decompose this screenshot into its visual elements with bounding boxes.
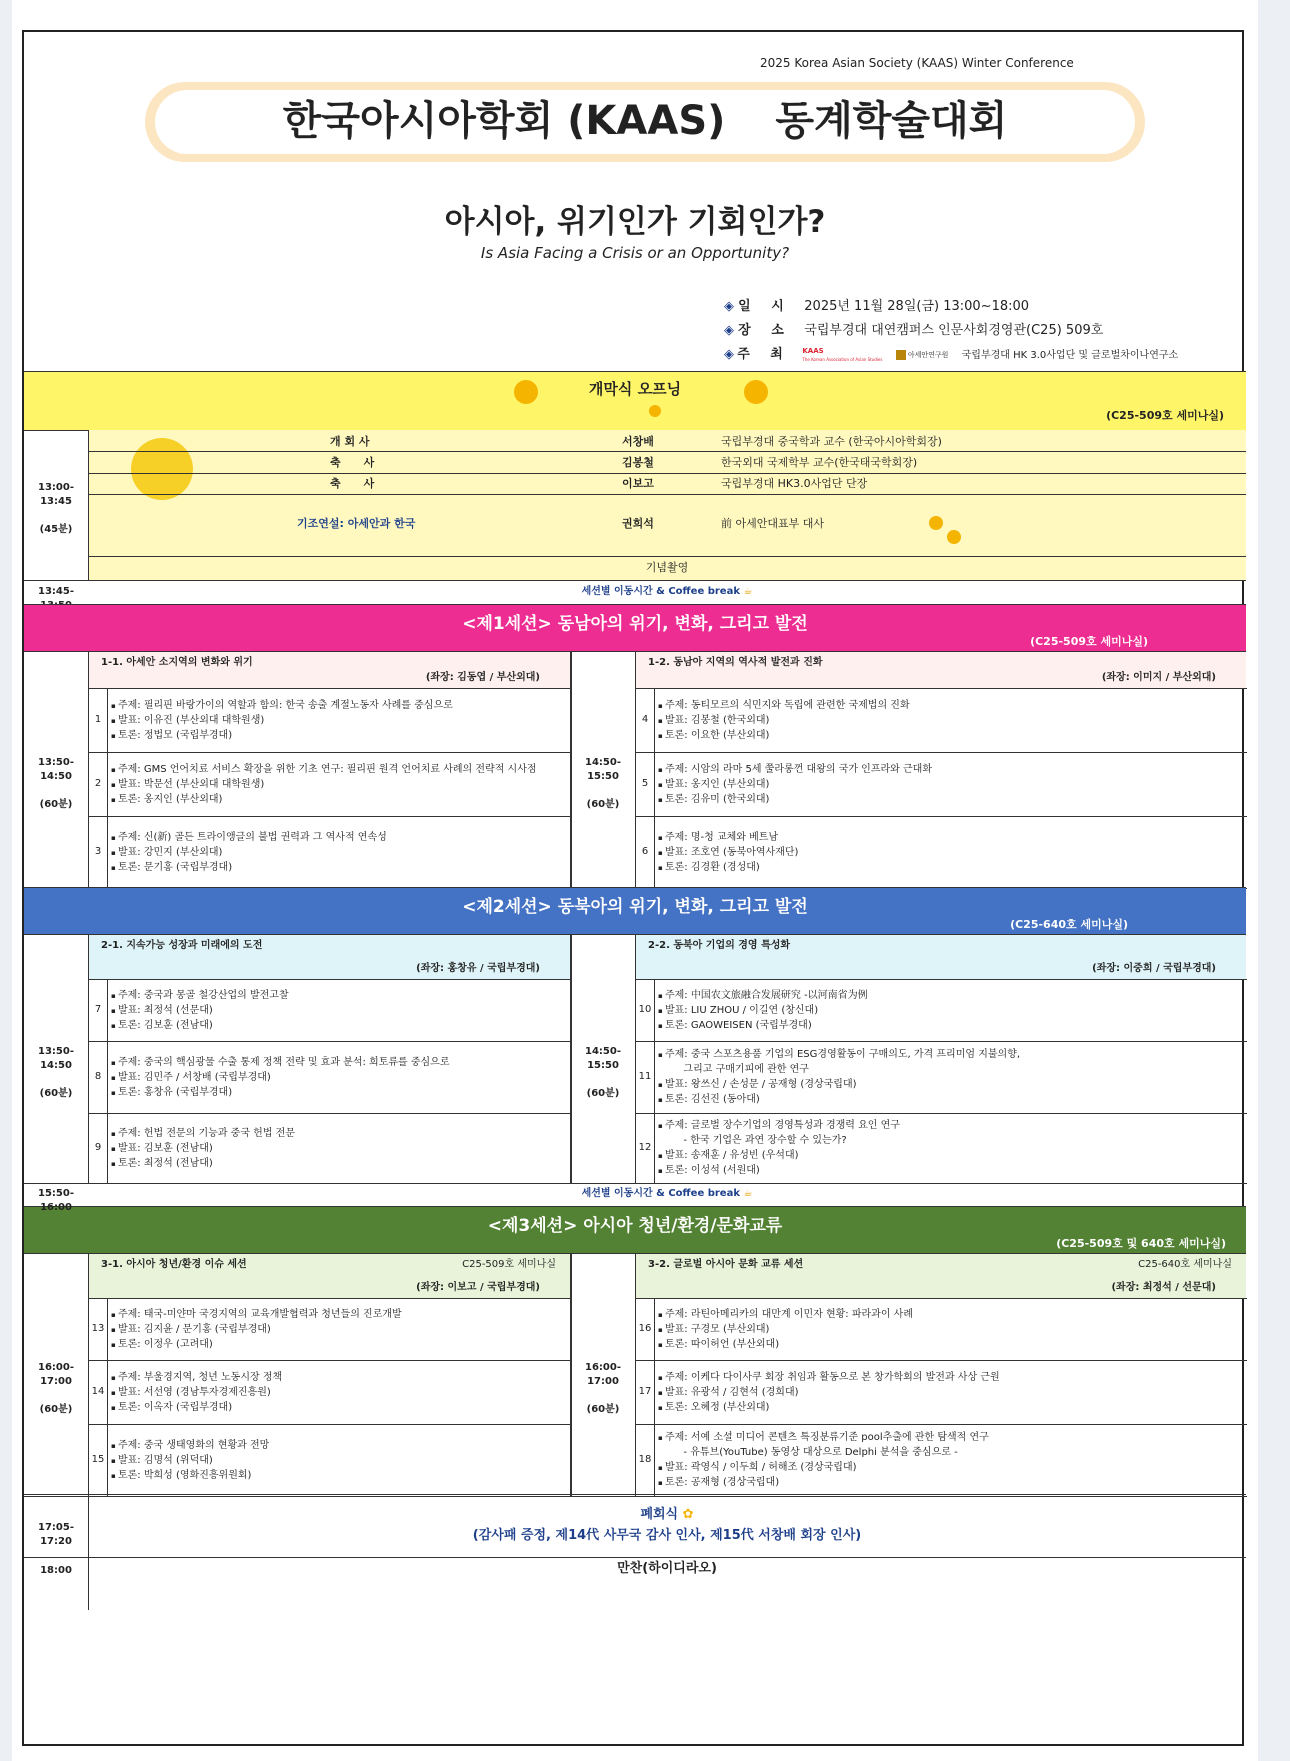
s2-right-track-header [636, 935, 1246, 979]
presentation-line: ▪ 발표: 김민주 / 서창배 (국립부경대) [111, 1071, 271, 1083]
keynote-affiliation: 前 아세안대표부 대사 [721, 517, 825, 530]
s1-right-track-header [636, 652, 1246, 688]
bullet-icon: ▪ [111, 1373, 118, 1382]
bullet-icon: ▪ [658, 1122, 665, 1130]
kaas-logo: KAAS The Korean Association of Asian Studies [802, 346, 883, 362]
diamond-icon: ◈ [724, 299, 734, 314]
track-title: 1-1. 아세안 소지역의 변화와 위기 [101, 657, 253, 668]
bullet-icon: ▪ [111, 1159, 118, 1168]
bullet-icon: ▪ [111, 1058, 118, 1067]
opening-name: 이보고 [622, 477, 654, 490]
sessions-container [24, 32, 1246, 1748]
bullet-icon: ▪ [658, 1310, 665, 1319]
presentation-line: ▪ 발표: 박문선 (부산외대 대학원생) [111, 778, 265, 790]
bullet-icon: ▪ [111, 1088, 118, 1097]
photo-session: 기념촬영 [645, 561, 689, 574]
presentation-line: ▪ 토론: 오혜정 (부산외대) [658, 1401, 770, 1413]
s1-header [24, 604, 1246, 652]
bullet-icon: ▪ [111, 701, 118, 710]
bullet-icon: ▪ [111, 795, 118, 804]
bullet-icon: ▪ [111, 1340, 118, 1349]
s3-right-track-header [636, 1254, 1246, 1298]
flower-icon: ✿ [682, 1507, 694, 1522]
presentation-line: ▪ 발표: 강민지 (부산외대) [111, 846, 223, 858]
conference-english-title: 2025 Korea Asian Society (KAAS) Winter Conference [760, 56, 1074, 70]
presentation-number: 5 [641, 778, 649, 789]
presentation-line: - 유튜브(YouTube) 동영상 대상으로 Delphi 분석을 중심으로 - [658, 1447, 958, 1458]
s3-title: <제3세션> 아시아 청년/환경/문화교류 [487, 1216, 783, 1236]
s1-room: (C25-509호 세미나실) [1030, 635, 1148, 648]
presentation-line: ▪ 주제: 필리핀 바랑가이의 역할과 함의: 한국 송출 계절노동자 사례를 중심으로 [111, 699, 453, 711]
presentation-number: 9 [94, 1142, 102, 1153]
bullet-icon: ▪ [658, 716, 665, 725]
opening-room: (C25-509호 세미나실) [1106, 409, 1224, 422]
opening-name: 서창배 [622, 435, 654, 448]
track-room: C25-640호 세미나실 [1138, 1259, 1232, 1270]
bullet-icon: ▪ [658, 1373, 665, 1382]
presentation-number: 3 [94, 846, 102, 857]
s3-left-track-header [89, 1254, 570, 1298]
presentation-number: 15 [91, 1454, 105, 1465]
presentation-line: ▪ 주제: 이케다 다이사쿠 회장 취임과 활동으로 본 창가학회의 발전과 사상 근원 [658, 1371, 1000, 1383]
track-title: 2-2. 동북아 기업의 경영 특성화 [648, 940, 791, 951]
track-chair: (좌장: 이보고 / 국립부경대) [416, 1282, 540, 1293]
presentation-line: ▪ 토론: 이정우 (고려대) [111, 1338, 213, 1350]
opening-title: 개막식 오프닝 [588, 380, 682, 398]
s1-left-time: 13:50-14:50 (60분) [38, 757, 74, 810]
theme-korean: 아시아, 위기인가 기회인가? [444, 204, 826, 240]
presentation-number: 12 [638, 1142, 652, 1153]
bullet-icon: ▪ [111, 731, 118, 740]
track-chair: (좌장: 이미지 / 부산외대) [1101, 672, 1216, 683]
presentation-line: ▪ 토론: 홍창유 (국립부경대) [111, 1086, 233, 1098]
presentation-line: ▪ 주제: 신(新) 골든 트라이앵글의 불법 권력과 그 역사적 연속성 [111, 831, 387, 843]
opening-role: 개 회 사 [330, 435, 370, 448]
diamond-icon: ◈ [724, 347, 734, 362]
bullet-icon: ▪ [111, 1144, 118, 1153]
s2-title: <제2세션> 동북아의 위기, 변화, 그리고 발전 [462, 897, 808, 917]
bullet-icon: ▪ [658, 1152, 665, 1160]
presentation-line: ▪ 토론: 옹지인 (부산외대) [111, 793, 223, 805]
presentation-line: ▪ 발표: 조호연 (동북아역사재단) [658, 846, 799, 858]
presentation-line: ▪ 발표: 김보훈 (전남대) [111, 1142, 213, 1154]
bullet-icon: ▪ [111, 991, 118, 1000]
presentation-line: ▪ 주제: 글로벌 장수기업의 경영특성과 경쟁력 요인 연구 [658, 1120, 900, 1131]
closing-detail: (감사패 증정, 제14代 사무국 감사 인사, 제15代 서창배 회장 인사) [472, 1528, 862, 1543]
track-chair: (좌장: 이중희 / 국립부경대) [1092, 963, 1216, 974]
keynote-speaker: 권희석 [622, 517, 654, 530]
presentation-number: 1 [94, 714, 102, 725]
presentation-number: 7 [94, 1004, 102, 1015]
presentation-line: ▪ 토론: 이옥자 (국립부경대) [111, 1401, 233, 1413]
info-place: ◈ 장 소 국립부경대 대연캠퍼스 인문사회경영관(C25) 509호 [724, 323, 1104, 338]
theme-english: Is Asia Facing a Crisis or an Opportunity? [480, 244, 790, 262]
presentation-line: ▪ 발표: 최정석 (선문대) [111, 1004, 213, 1016]
track-room: C25-509호 세미나실 [462, 1259, 556, 1270]
bullet-icon: ▪ [658, 1096, 665, 1104]
asean-institute-logo: 아세안연구원 [896, 350, 949, 360]
bullet-icon: ▪ [658, 701, 665, 710]
bullet-icon: ▪ [658, 1479, 665, 1487]
track-chair: (좌장: 김동엽 / 부산외대) [425, 672, 540, 683]
presentation-line: ▪ 주제: 중국 스포츠용품 기업의 ESG경영활동이 구매의도, 가격 프리미엄 지불의향, [658, 1049, 1021, 1060]
banner-title: 한국아시아학회 (KAAS) 동계학술대회 [282, 98, 1008, 144]
presentation-line: ▪ 주제: 라틴아메리카의 대만계 이민자 현황: 파라과이 사례 [658, 1308, 913, 1320]
presentation-line: ▪ 토론: 박희성 (영화진흥위원회) [111, 1469, 252, 1481]
bullet-icon: ▪ [658, 1340, 665, 1349]
bullet-icon: ▪ [111, 863, 118, 872]
s3-left-time: 16:00-17:00 (60분) [38, 1362, 74, 1415]
bullet-icon: ▪ [658, 863, 665, 872]
bullet-icon: ▪ [111, 1073, 118, 1082]
presentation-line: ▪ 발표: 송재훈 / 유성빈 (우석대) [658, 1150, 799, 1161]
presentation-line: ▪ 토론: 김선진 (동아대) [658, 1094, 760, 1105]
presentation-line: ▪ 발표: 이유진 (부산외대 대학원생) [111, 714, 265, 726]
presentation-line: ▪ 토론: 문기홍 (국립부경대) [111, 861, 233, 873]
bullet-icon: ▪ [658, 1021, 665, 1030]
presentation-line: ▪ 토론: 김보훈 (전남대) [111, 1019, 213, 1031]
bullet-icon: ▪ [658, 1167, 665, 1175]
bullet-icon: ▪ [111, 1441, 118, 1450]
dinner-time: 18:00 [40, 1565, 72, 1576]
presentation-line: ▪ 발표: 유광석 / 김현석 (경희대) [658, 1386, 799, 1398]
opening-name: 김봉철 [622, 456, 654, 469]
bullet-icon: ▪ [111, 833, 118, 842]
track-title: 3-1. 아시아 청년/환경 이슈 세션 [101, 1259, 247, 1270]
presentation-number: 17 [638, 1386, 652, 1397]
break1-text: 세션별 이동시간 & Coffee break ☕ [581, 586, 753, 597]
presentation-line: ▪ 주제: 태국-미얀마 국경지역의 교육개발협력과 청년들의 진로개발 [111, 1308, 402, 1320]
coffee-icon: ☕ [743, 1188, 753, 1199]
presentation-line: ▪ 주제: 시암의 라마 5세 쭐라롱껀 대왕의 국가 인프라와 근대화 [658, 763, 932, 775]
closing-title: 폐회식 ✿ [640, 1507, 694, 1522]
presentation-line: ▪ 발표: 서선영 (경남투자경제진흥원) [111, 1386, 271, 1398]
presentation-line: - 한국 기업은 과연 장수할 수 있는가? [658, 1135, 847, 1146]
bullet-icon: ▪ [111, 765, 118, 774]
presentation-line: ▪ 토론: 공재형 (경상국립대) [658, 1477, 780, 1488]
presentation-line: ▪ 토론: 이성석 (서원대) [658, 1165, 760, 1176]
presentation-number: 18 [638, 1454, 652, 1465]
presentation-number: 14 [91, 1386, 105, 1397]
s1-left-track-header [89, 652, 570, 688]
track-title: 1-2. 동남아 지역의 역사적 발전과 진화 [648, 657, 823, 668]
opening-affiliation: 국립부경대 HK3.0사업단 단장 [721, 477, 868, 490]
presentation-line: ▪ 주제: 中国农文旅融合发展研究 -以河南省为例 [658, 989, 868, 1001]
presentation-number: 6 [641, 846, 649, 857]
presentation-line: ▪ 주제: 부울경지역, 청년 노동시장 정책 [111, 1371, 283, 1383]
bullet-icon: ▪ [111, 1403, 118, 1412]
s2-header [24, 887, 1246, 935]
presentation-line: 그리고 구매기피에 관한 연구 [658, 1064, 809, 1075]
track-chair: (좌장: 최정석 / 선문대) [1111, 1282, 1216, 1293]
presentation-number: 8 [94, 1071, 102, 1082]
bullet-icon: ▪ [111, 1456, 118, 1465]
track-title: 3-2. 글로벌 아시아 문화 교류 세션 [648, 1259, 804, 1270]
bullet-icon: ▪ [658, 1081, 665, 1089]
presentation-line: ▪ 발표: 왕쓰신 / 손성문 / 공재형 (경상국립대) [658, 1079, 857, 1090]
presentation-line: ▪ 토론: 김경환 (경성대) [658, 861, 760, 873]
bullet-icon: ▪ [111, 1129, 118, 1138]
bullet-icon: ▪ [658, 833, 665, 842]
diamond-icon: ◈ [724, 323, 734, 338]
opening-affiliation: 한국외대 국제학부 교수(한국태국학회장) [721, 456, 918, 469]
presentation-line: ▪ 발표: 곽영식 / 이두희 / 허해조 (경상국립대) [658, 1462, 857, 1473]
closing-time: 17:05-17:20 [38, 1522, 74, 1547]
presentation-line: ▪ 발표: 김봉철 (한국외대) [658, 714, 770, 726]
presentation-line: ▪ 주제: 동티모르의 식민지와 독립에 관련한 국제법의 진화 [658, 699, 910, 711]
presentation-line: ▪ 주제: 헌법 전문의 기능과 중국 헌법 전문 [111, 1127, 295, 1139]
presentation-number: 4 [641, 714, 649, 725]
s1-title: <제1세션> 동남아의 위기, 변화, 그리고 발전 [462, 614, 808, 634]
presentation-line: ▪ 토론: 김유미 (한국외대) [658, 793, 770, 805]
presentation-line: ▪ 발표: 옹지인 (부산외대) [658, 778, 770, 790]
bullet-icon: ▪ [658, 1464, 665, 1472]
opening-role: 축 사 [330, 456, 375, 469]
bullet-icon: ▪ [111, 1006, 118, 1015]
bullet-icon: ▪ [658, 1403, 665, 1412]
break1-time: 13:45- [38, 586, 74, 597]
presentation-line: ▪ 주제: 중국과 몽골 철강산업의 발전고찰 [111, 989, 289, 1001]
track-chair: (좌장: 홍창유 / 국립부경대) [416, 963, 540, 974]
bullet-icon: ▪ [658, 1434, 665, 1442]
bullet-icon: ▪ [111, 848, 118, 857]
presentation-line: ▪ 발표: 김지윤 / 문기홍 (국립부경대) [111, 1323, 271, 1335]
presentation-line: ▪ 토론: 정법모 (국립부경대) [111, 729, 233, 741]
bullet-icon: ▪ [658, 1325, 665, 1334]
s2-left-time: 13:50-14:50 (60분) [38, 1046, 74, 1099]
program-frame [22, 30, 1244, 1746]
presentation-line: ▪ 발표: 구경모 (부산외대) [658, 1323, 770, 1335]
info-host: ◈ 주 최 KAAS The Korean Association of Asian Studies 아세안연구원 국립부경대 HK 3.0사업단 및 글로벌차이나연구소 [724, 346, 1179, 362]
s3-room: (C25-509호 및 640호 세미나실) [1056, 1237, 1226, 1250]
break2-time: 15:50-16:00 [38, 1188, 74, 1213]
bullet-icon: ▪ [658, 795, 665, 804]
s2-left-track-header [89, 935, 570, 979]
presentation-line: ▪ 주제: GMS 언어치료 서비스 확장을 위한 기초 연구: 필리핀 원격 언어치료 사례의 전략적 시사점 [111, 763, 537, 775]
s2-room: (C25-640호 세미나실) [1010, 918, 1128, 931]
bullet-icon: ▪ [111, 1471, 118, 1480]
s1-right-time: 14:50-15:50 (60분) [585, 757, 621, 810]
bullet-icon: ▪ [658, 731, 665, 740]
keynote-title: 기조연설: 아세안과 한국 [297, 517, 416, 530]
s3-header [24, 1206, 1246, 1254]
presentation-line: ▪ 토론: 최정석 (전남대) [111, 1157, 213, 1169]
presentation-line: ▪ 토론: 이요한 (부산외대) [658, 729, 770, 741]
presentation-number: 11 [638, 1071, 652, 1082]
presentation-line: ▪ 주제: 명-청 교체와 베트남 [658, 831, 779, 843]
presentation-number: 10 [638, 1004, 652, 1015]
bullet-icon: ▪ [658, 1006, 665, 1015]
opening-role: 축 사 [330, 477, 375, 490]
presentation-line: ▪ 주제: 중국 생태영화의 현황과 전망 [111, 1439, 270, 1451]
presentation-line: ▪ 주제: 중국의 핵심광물 수출 통제 정책 전략 및 효과 분석: 희토류를 중심으로 [111, 1056, 450, 1068]
presentation-line: ▪ 토론: GAOWEISEN (국립부경대) [658, 1019, 812, 1031]
info-date: ◈ 일 시 2025년 11월 28일(금) 13:00~18:00 [724, 299, 1030, 314]
presentation-number: 2 [94, 778, 102, 789]
opening-time: 13:00-13:45 (45분) [38, 482, 74, 535]
break2-text: 세션별 이동시간 & Coffee break ☕ [581, 1188, 753, 1199]
coffee-icon: ☕ [743, 586, 753, 597]
presentation-number: 16 [638, 1323, 652, 1334]
bullet-icon: ▪ [658, 1388, 665, 1397]
bullet-icon: ▪ [658, 780, 665, 789]
bullet-icon: ▪ [111, 780, 118, 789]
bullet-icon: ▪ [111, 1388, 118, 1397]
bullet-icon: ▪ [111, 1021, 118, 1030]
bullet-icon: ▪ [658, 765, 665, 774]
presentation-line: ▪ 주제: 서예 소셜 미디어 콘텐츠 특징분류기준 pool추출에 관한 탐색적 연구 [658, 1432, 989, 1443]
bullet-icon: ▪ [658, 848, 665, 857]
s3-right-time: 16:00-17:00 (60분) [585, 1362, 621, 1415]
dinner-text: 만찬(하이디라오) [617, 1561, 717, 1576]
bullet-icon: ▪ [658, 991, 665, 1000]
presentation-line: ▪ 토론: 따이허언 (부산외대) [658, 1338, 780, 1350]
presentation-line: ▪ 발표: LIU ZHOU / 이길연 (창신대) [658, 1004, 819, 1016]
opening-affiliation: 국립부경대 중국학과 교수 (한국아시아학회장) [721, 435, 942, 448]
presentation-number: 13 [91, 1323, 105, 1334]
bullet-icon: ▪ [111, 716, 118, 725]
track-title: 2-1. 지속가능 성장과 미래에의 도전 [101, 940, 263, 951]
presentation-line: ▪ 발표: 김명석 (위덕대) [111, 1454, 213, 1466]
bullet-icon: ▪ [111, 1310, 118, 1319]
s2-right-time: 14:50-15:50 (60분) [585, 1046, 621, 1099]
bullet-icon: ▪ [658, 1051, 665, 1059]
bullet-icon: ▪ [111, 1325, 118, 1334]
